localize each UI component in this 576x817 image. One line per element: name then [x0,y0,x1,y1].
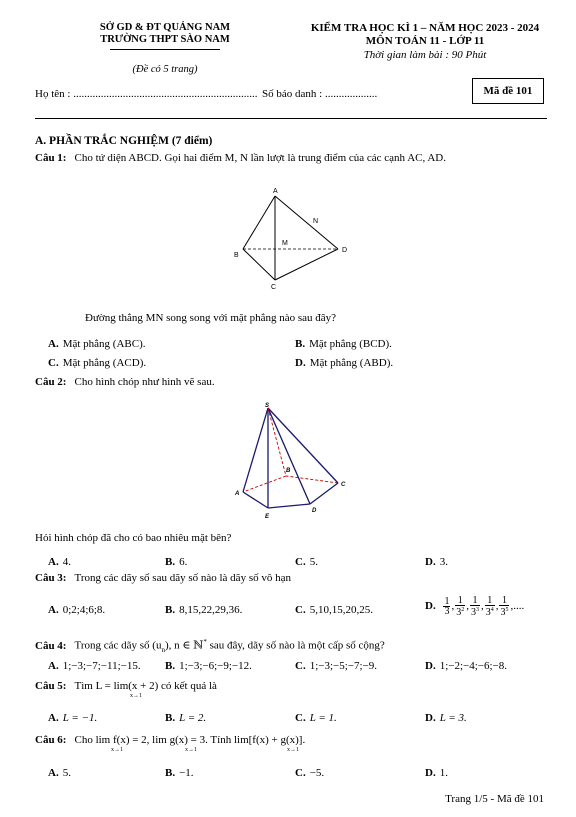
limit-subscript: x→1 [130,693,142,699]
q1-option-d[interactable]: D. Mặt phẳng (ABD). [295,357,394,369]
label-B: B [286,468,291,474]
fraction: $\frac{1}{3^4}$ [485,595,494,618]
subject-line: MÔN TOÁN 11 - LỚP 11 [365,35,485,47]
label-C: C [271,284,277,291]
q5-option-b[interactable]: B. L = 2. [165,712,207,724]
header-underline [110,49,220,50]
q3-option-b[interactable]: B. 8,15,22,29,36. [165,604,243,616]
limit-subscript: x→1 [185,747,197,753]
fraction: $\frac{1}{3}$ [444,596,450,617]
label-B: B [234,252,239,259]
label-D: D [312,508,317,514]
fraction: $\frac{1}{3^2}$ [456,595,465,618]
name-field[interactable]: Họ tên : ................................................................... [35,88,258,100]
question-text: Cho tứ diện ABCD. Gọi hai điểm M, N lần lượt là trung điểm của các cạnh AC, AD. [74,152,447,164]
q2-option-c[interactable]: C. 5. [295,556,318,568]
question-3: Câu 3: Trong các dãy số sau dãy số nào là dãy số vô hạn [35,572,291,584]
label-M: M [282,240,288,247]
q4-option-c[interactable]: C. 1;−3;−5;−7;−9. [295,660,377,672]
label-A: A [273,188,278,195]
school-name: TRƯỜNG THPT SÀO NAM [100,34,230,45]
fraction: $\frac{1}{3^5}$ [500,595,509,618]
tetrahedron-figure [225,182,365,292]
question-6: Câu 6: Cho lim f(x) = 2, lim g(x) = 3. Tính lim[f(x) + g(x)]. [35,734,306,746]
question-2-followup: Hỏi hình chóp đã cho có bao nhiêu mặt bên? [35,532,232,544]
pages-note: (Đề có 5 trang) [132,64,198,75]
question-1-followup: Đường thẳng MN song song với mặt phẳng nào sau đây? [85,312,337,324]
q1-option-a[interactable]: A. Mặt phẳng (ABC). [48,338,146,350]
q4-option-a[interactable]: A. 1;−3;−7;−11;−15. [48,660,141,672]
limit-subscript: x→1 [111,747,123,753]
q5-option-c[interactable]: C. L = 1. [295,712,337,724]
q5-option-a[interactable]: A. L = −1. [48,712,98,724]
dept-name: SỞ GD & ĐT QUẢNG NAM [99,22,231,33]
label-S: S [265,403,270,409]
question-label: Câu 1: [35,152,67,164]
section-title: A. PHẦN TRẮC NGHIỆM (7 điểm) [35,135,213,147]
label-N: N [313,218,319,225]
q6-option-b[interactable]: B. −1. [165,767,194,779]
q3-option-d[interactable]: D. $\frac{1}{3}$ , $\frac{1}{3^2}$ , $\frac{1}{3^3}$ , $\frac{1}{3^4}$ , $\frac{1}{3^5}$ ,.... [425,595,525,618]
page-footer: Trang 1/5 - Mã đề 101 [445,793,544,805]
label-A: A [235,491,240,497]
limit-subscript: x→1 [287,747,299,753]
label-D: D [342,247,348,254]
q4-option-d[interactable]: D. 1;−2;−4;−6;−8. [425,660,507,672]
question-2: Câu 2: Cho hình chóp như hình vẽ sau. [35,376,215,388]
exam-title: KIỂM TRA HỌC KÌ 1 – NĂM HỌC 2023 - 2024 [310,22,540,34]
time-line: Thời gian làm bài : 90 Phút [363,49,487,61]
label-C: C [341,482,346,488]
question-4: Câu 4: Trong các dãy số $(u_n)$, n ∈ ℕ* sau đây, dãy số nào là một cấp số cộng? [35,638,385,654]
q2-option-b[interactable]: B. 6. [165,556,188,568]
q1-option-c[interactable]: C. Mặt phẳng (ACD). [48,357,147,369]
q2-option-d[interactable]: D. 3. [425,556,448,568]
q5-option-d[interactable]: D. L = 3. [425,712,467,724]
question-5: Câu 5: Tìm L = lim(x + 2) có kết quả là [35,680,217,692]
q4-option-b[interactable]: B. 1;−3;−6;−9;−12. [165,660,252,672]
q6-option-d[interactable]: D. 1. [425,767,448,779]
student-id-field[interactable]: Số báo danh : ................... [262,88,378,100]
label-E: E [265,514,270,520]
q6-option-c[interactable]: C. −5. [295,767,325,779]
pyramid-figure [228,400,358,522]
q6-option-a[interactable]: A. 5. [48,767,71,779]
question-1 [35,152,446,164]
q2-option-a[interactable]: A. 4. [48,556,71,568]
q3-option-a[interactable]: A. 0;2;4;6;8. [48,604,106,616]
q3-option-c[interactable]: C. 5,10,15,20,25. [295,604,373,616]
fraction: $\frac{1}{3^3}$ [470,595,479,618]
exam-code-box: Mã đề 101 [472,78,544,104]
header-divider [35,118,547,119]
q1-option-b[interactable]: B. Mặt phẳng (BCD). [295,338,392,350]
